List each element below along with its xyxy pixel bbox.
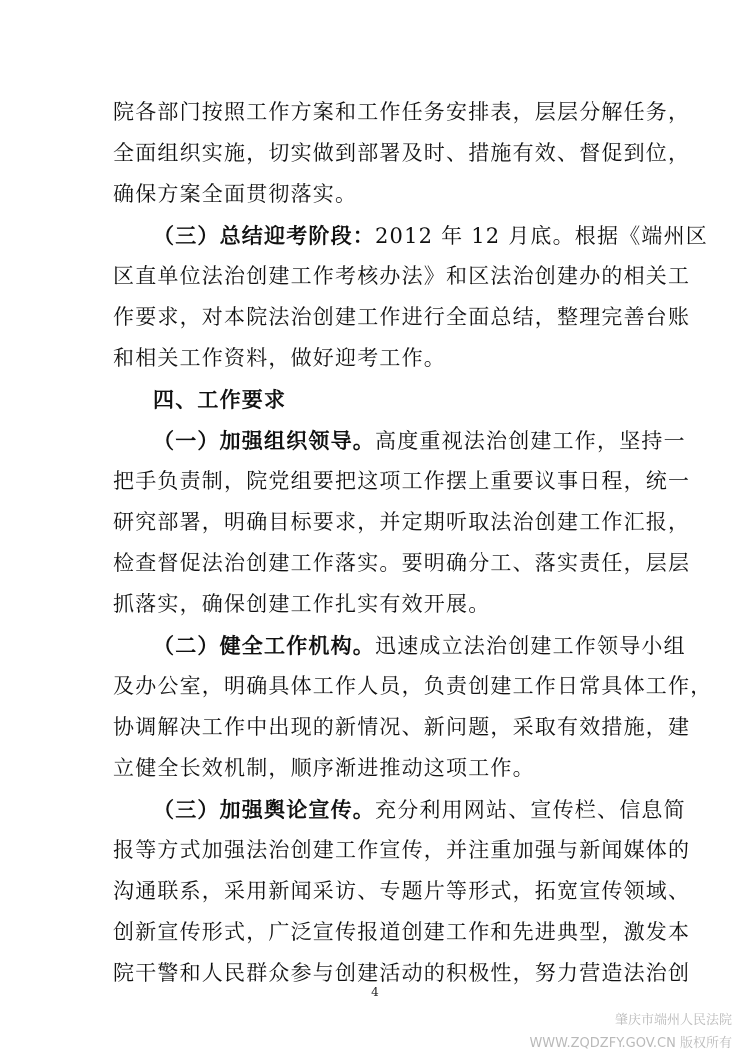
line-text: 充分利用网站、宣传栏、信息简 [375,798,686,822]
line-text: 和相关工作资料，做好迎考工作。 [113,346,446,370]
line-text: 抓落实，确保创建工作扎实有效开展。 [113,592,491,616]
line-text: 检查督促法治创建工作落实。要明确分工、落实责任，层层 [113,551,691,575]
line-text: 立健全长效机制，顺序渐进推动这项工作。 [113,756,535,780]
paragraph-lead: （三）加强舆论宣传。 [153,797,375,822]
line-text: 院各部门按照工作方案和工作任务安排表，层层分解任务， [113,100,691,124]
text-line [113,830,691,871]
text-line [113,666,713,707]
line-text: 报等方式加强法治创建工作宣传，并注重加强与新闻媒体的 [113,838,691,862]
line-text: 创新宣传形式，广泛宣传报道创建工作和先进典型，激发本 [113,920,691,944]
text-line [113,912,691,953]
text-line [113,420,686,461]
line-text: 迅速成立法治创建工作领导小组 [375,634,686,658]
line-text: 研究部署，明确目标要求，并定期听取法治创建工作汇报， [113,510,691,534]
text-line [113,789,686,830]
text-line [113,297,691,338]
line-text: 把手负责制，院党组要把这项工作摆上重要议事日程，统一 [113,469,691,493]
text-line [113,174,653,215]
document-body [113,92,713,994]
text-line [113,625,686,666]
paragraph-lead: （一）加强组织领导。 [153,428,375,453]
paragraph-lead: （三）总结迎考阶段： [153,223,375,248]
text-line [113,543,691,584]
watermark-court-name: 肇庆市端州人民法院 [614,1013,732,1028]
line-text: 2012 年 12 月底。根据《端州区 [375,224,708,248]
line-text: 高度重视法治创建工作，坚持一 [375,429,686,453]
line-text: 全面组织实施，切实做到部署及时、措施有效、督促到位， [113,141,691,165]
line-text: 沟通联系，采用新闻采访、专题片等形式，拓宽宣传领域、 [113,879,691,903]
text-line [113,92,691,133]
line-text: 及办公室，明确具体工作人员，负责创建工作日常具体工作， [113,674,713,698]
watermark-website: WWW.ZQDZFY.GOV.CN 版权所有 [529,1036,732,1051]
text-line [113,584,653,625]
line-text: 协调解决工作中出现的新情况、新问题，采取有效措施，建 [113,715,691,739]
text-line [113,871,691,912]
text-line [113,748,653,789]
text-line [113,133,691,174]
paragraph-lead: （二）健全工作机构。 [153,633,375,658]
text-line [113,256,691,297]
line-text: 确保方案全面贯彻落实。 [113,182,358,206]
line-text: 院干警和人民群众参与创建活动的积极性，努力营造法治创 [113,961,691,985]
text-line [113,215,708,256]
text-line [113,461,691,502]
text-line [113,338,653,379]
section-heading: 四、工作要求 [153,387,287,412]
page-number: 4 [371,985,379,999]
text-line [113,502,691,543]
text-line [113,707,691,748]
line-text: 作要求，对本院法治创建工作进行全面总结，整理完善台账 [113,305,691,329]
line-text: 区直单位法治创建工作考核办法》和区法治创建办的相关工 [113,264,691,288]
